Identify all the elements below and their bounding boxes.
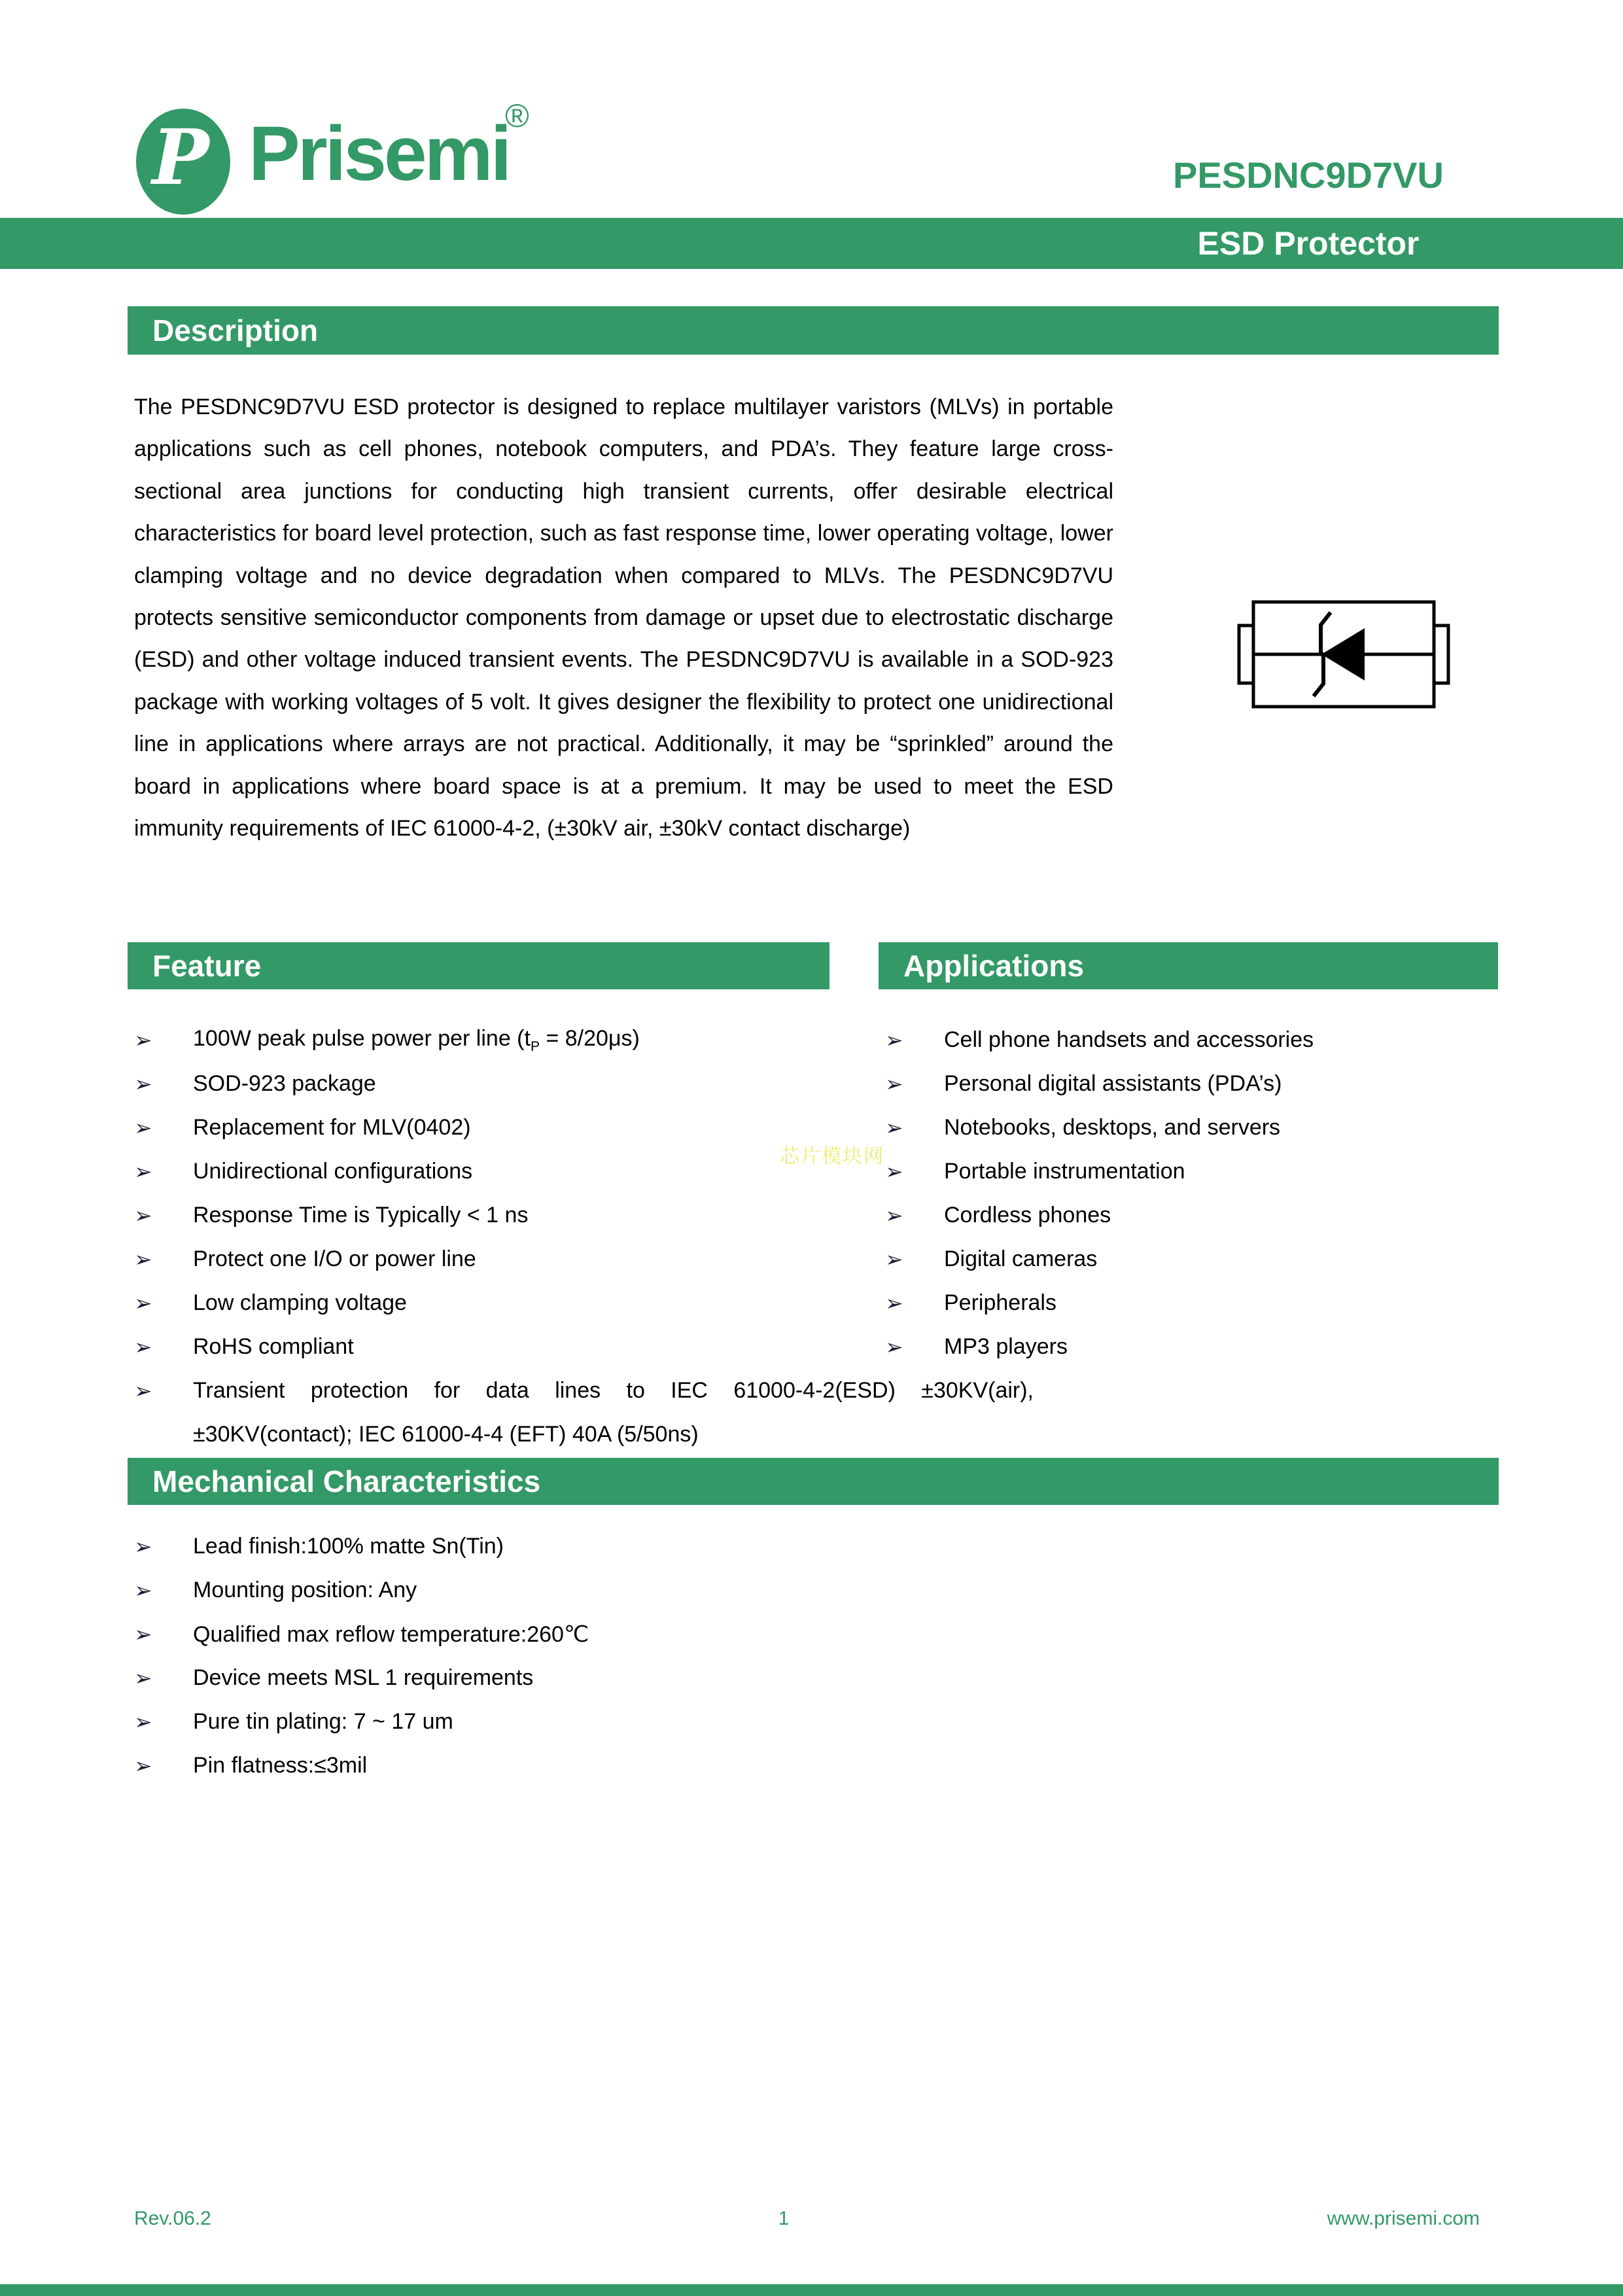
- list-item: [879, 1062, 1572, 1106]
- arrow-bullet-icon: ➢: [134, 1578, 152, 1602]
- arrow-bullet-icon: ➢: [885, 1247, 903, 1271]
- arrow-bullet-icon: ➢: [885, 1335, 903, 1359]
- arrow-bullet-icon: ➢: [134, 1710, 152, 1734]
- list-item-text: Protect one I/O or power line: [193, 1246, 476, 1271]
- list-item-text: Notebooks, desktops, and servers: [944, 1115, 1281, 1140]
- arrow-bullet-icon: ➢: [134, 1203, 152, 1227]
- applications-title: Applications: [903, 949, 1085, 983]
- feature-section-header: [128, 942, 829, 989]
- feature-title: Feature: [152, 949, 262, 983]
- arrow-bullet-icon: ➢: [885, 1028, 903, 1052]
- brand-name: Prisemi: [249, 111, 510, 197]
- list-item-text: Cell phone handsets and accessories: [944, 1027, 1314, 1052]
- arrow-bullet-icon: ➢: [885, 1291, 903, 1315]
- logo-p-glyph: P: [152, 113, 209, 202]
- list-item-text: Response Time is Typically < 1 ns: [193, 1203, 529, 1227]
- arrow-bullet-icon: ➢: [134, 1159, 152, 1184]
- list-item-text: Portable instrumentation: [944, 1159, 1185, 1184]
- list-item: [128, 1525, 1174, 1568]
- arrow-bullet-icon: ➢: [885, 1116, 903, 1140]
- list-item-text: ±30KV(contact); IEC 61000-4-4 (EFT) 40A (5/50ns): [193, 1422, 699, 1447]
- arrow-bullet-icon: ➢: [134, 1666, 152, 1690]
- list-item-text: Transient protection for data lines to IEC 61000-4-2(ESD) ±30KV(air),: [193, 1378, 1034, 1403]
- arrow-bullet-icon: ➢: [134, 1534, 152, 1559]
- list-item-text: Mounting position: Any: [193, 1578, 417, 1602]
- list-item-text: Personal digital assistants (PDA’s): [944, 1071, 1282, 1096]
- arrow-bullet-icon: ➢: [134, 1335, 152, 1359]
- arrow-bullet-icon: ➢: [134, 1072, 152, 1096]
- list-item: [128, 1612, 1174, 1656]
- list-item-text: Pure tin plating: 7 ~ 17 um: [193, 1709, 453, 1734]
- list-item-text: Peripherals: [944, 1290, 1056, 1315]
- list-item-text: Lead finish:100% matte Sn(Tin): [193, 1534, 504, 1559]
- list-item-text: Low clamping voltage: [193, 1290, 407, 1315]
- list-item-text: Qualified max reflow temperature:260℃: [193, 1621, 589, 1647]
- list-item-text: RoHS compliant: [193, 1334, 354, 1359]
- arrow-bullet-icon: ➢: [134, 1291, 152, 1315]
- list-item: [128, 1700, 1174, 1744]
- arrow-bullet-icon: ➢: [134, 1028, 152, 1052]
- mechanical-title: Mechanical Characteristics: [152, 1464, 541, 1498]
- site-watermark: 芯片模块网: [780, 1146, 884, 1167]
- list-item-text: 100W peak pulse power per line $(t_P = 8/20\mu s)$: [193, 1025, 640, 1054]
- description-section-header: [128, 306, 1499, 355]
- product-category-banner: ESD Protector: [1197, 225, 1420, 262]
- zener-diode-symbol: [1222, 588, 1465, 724]
- arrow-bullet-icon: ➢: [885, 1159, 903, 1184]
- applications-list: [879, 1018, 1572, 1369]
- list-item: [879, 1237, 1572, 1281]
- list-item: [879, 1325, 1572, 1369]
- arrow-bullet-icon: ➢: [885, 1203, 903, 1227]
- part-number: PESDNC9D7VU: [1173, 154, 1444, 196]
- applications-section-header: [879, 942, 1498, 989]
- footer-page-number: 1: [778, 2208, 790, 2229]
- mechanical-section-header: [128, 1458, 1499, 1505]
- arrow-bullet-icon: ➢: [134, 1247, 152, 1271]
- registered-trademark-icon: ®: [505, 97, 529, 134]
- arrow-bullet-icon: ➢: [134, 1116, 152, 1140]
- footer-green-bar: [0, 2284, 1623, 2296]
- list-item-text: Device meets MSL 1 requirements: [193, 1665, 534, 1690]
- list-item: [879, 1018, 1572, 1062]
- list-item: [879, 1193, 1572, 1237]
- list-item-text: Unidirectional configurations: [193, 1159, 473, 1184]
- list-item-text: Replacement for MLV(0402): [193, 1115, 471, 1140]
- footer-website: www.prisemi.com: [1327, 2208, 1480, 2229]
- prisemi-logo-icon: [136, 109, 230, 215]
- arrow-bullet-icon: ➢: [134, 1622, 152, 1646]
- list-item-text: Digital cameras: [944, 1246, 1098, 1271]
- description-paragraph: The PESDNC9D7VU ESD protector is designed to replace multilayer varistors (MLVs) in portable applications such as cell phones, notebook computers, and PDA’s. They feature large cross-sectional area junctions for conducting high transient currents, offer desirable electrical characteristics for board level protection, such as fast response time, lower operating voltage, lower clamping voltage and no device degradation when compared to MLVs. The PESDNC9D7VU protects sensitive semiconductor components from damage or upset due to electrostatic discharge (ESD) and other voltage induced transient events. The PESDNC9D7VU is available in a SOD-923 package with working voltages of 5 volt. It gives designer the flexibility to protect one unidirectional line in applications where arrays are not practical. Additionally, it may be “sprinkled” around the board in applications where board space is at a premium. It may be used to meet the ESD immunity requirements of IEC 61000-4-2, (±30kV air, ±30kV contact discharge): [134, 395, 1113, 841]
- list-item: [128, 1744, 1174, 1788]
- list-item-text: Pin flatness:≤3mil: [193, 1753, 368, 1778]
- list-item: [128, 1656, 1174, 1700]
- list-item-text: SOD-923 package: [193, 1071, 376, 1096]
- footer-revision: Rev.06.2: [134, 2208, 211, 2229]
- list-item-text: Cordless phones: [944, 1203, 1111, 1227]
- list-item-text: MP3 players: [944, 1334, 1068, 1359]
- arrow-bullet-icon: ➢: [134, 1379, 152, 1403]
- arrow-bullet-icon: ➢: [885, 1072, 903, 1096]
- list-item: [128, 1413, 1056, 1457]
- mechanical-list: [128, 1525, 1174, 1788]
- list-item: [879, 1150, 1572, 1193]
- description-title: Description: [152, 313, 319, 347]
- list-item: [128, 1369, 1056, 1413]
- arrow-bullet-icon: ➢: [134, 1754, 152, 1778]
- list-item: [128, 1568, 1174, 1612]
- list-item: [879, 1106, 1572, 1150]
- list-item: [879, 1281, 1572, 1325]
